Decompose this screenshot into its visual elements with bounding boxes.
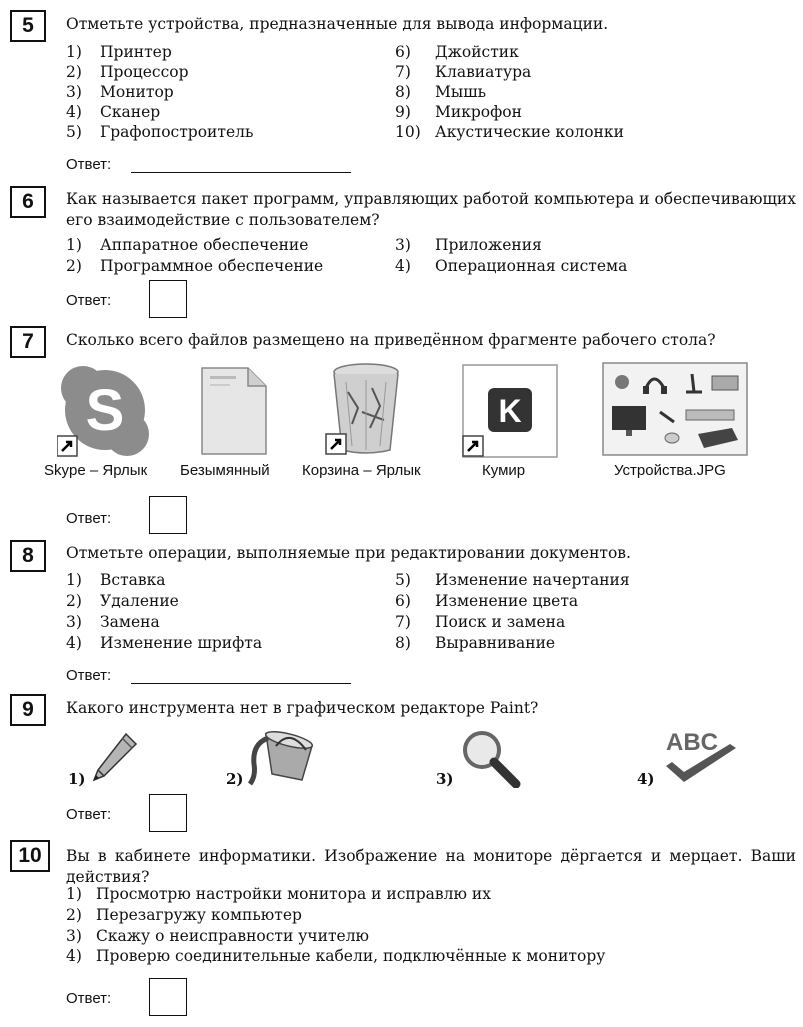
q5-option-8[interactable]: 8) Мышь: [395, 83, 487, 101]
q6-option-1[interactable]: 1) Аппаратное обеспечение: [66, 236, 309, 254]
q10-option-4[interactable]: 4) Проверю соединительные кабели, подключённые к монитору: [66, 947, 606, 965]
file-caption-recycle: Корзина – Ярлык: [302, 462, 421, 479]
q5-option-5[interactable]: 5) Графопостроитель: [66, 123, 254, 141]
svg-text:ABC: ABC: [666, 729, 718, 756]
pencil-icon[interactable]: [90, 730, 140, 786]
file-caption-kumir: Кумир: [482, 462, 526, 479]
q5-option-1[interactable]: 1) Принтер: [66, 43, 172, 61]
q9-label-3: 3): [436, 770, 454, 788]
question-number-9: 9: [10, 694, 46, 726]
skype-shortcut-icon[interactable]: [57, 364, 155, 458]
q7-answer-box[interactable]: [149, 496, 187, 534]
devices-image-icon[interactable]: [602, 362, 748, 456]
q8-option-3[interactable]: 3) Замена: [66, 613, 160, 631]
q5-option-2[interactable]: 2) Процессор: [66, 63, 189, 81]
q10-option-3[interactable]: 3) Скажу о неисправности учителю: [66, 927, 370, 945]
q8-option-6[interactable]: 6) Изменение цвета: [395, 592, 579, 610]
q7-answer-label: Ответ:: [66, 510, 112, 527]
q6-answer-box[interactable]: [149, 280, 187, 318]
q5-option-10[interactable]: 10) Акустические колонки: [395, 123, 624, 141]
q8-option-1[interactable]: 1) Вставка: [66, 571, 166, 589]
question-number-5: 5: [10, 10, 46, 42]
question-number-10: 10: [10, 840, 50, 872]
question-7-text: Сколько всего файлов размещено на приведённом фрагменте рабочего стола?: [66, 331, 716, 349]
q8-option-8[interactable]: 8) Выравнивание: [395, 634, 556, 652]
q10-answer-box[interactable]: [149, 978, 187, 1016]
file-caption-blank: Безымянный: [180, 462, 270, 479]
q9-answer-box[interactable]: [149, 794, 187, 832]
q8-answer-line[interactable]: [131, 683, 351, 684]
q8-option-7[interactable]: 7) Поиск и замена: [395, 613, 566, 631]
q9-label-2: 2): [226, 770, 244, 788]
kumir-shortcut-icon[interactable]: [462, 364, 558, 458]
svg-text:K: K: [498, 393, 522, 429]
q10-answer-label: Ответ:: [66, 990, 112, 1007]
q5-option-6[interactable]: 6) Джойстик: [395, 43, 519, 61]
question-number-7: 7: [10, 326, 46, 358]
file-caption-devices: Устройства.JPG: [614, 462, 726, 479]
spellcheck-icon[interactable]: [660, 726, 742, 788]
question-number-6: 6: [10, 186, 46, 218]
q5-answer-label: Ответ:: [66, 156, 112, 173]
q6-option-4[interactable]: 4) Операционная система: [395, 257, 628, 275]
blank-document-icon[interactable]: [198, 366, 270, 456]
q6-answer-label: Ответ:: [66, 292, 112, 309]
q8-option-5[interactable]: 5) Изменение начертания: [395, 571, 630, 589]
question-5-text: Отметьте устройства, предназначенные для вывода информации.: [66, 15, 609, 33]
paint-bucket-icon[interactable]: [246, 724, 328, 790]
q6-option-2[interactable]: 2) Программное обеспечение: [66, 257, 324, 275]
q9-label-1: 1): [68, 770, 86, 788]
q5-option-9[interactable]: 9) Микрофон: [395, 103, 522, 121]
svg-text:S: S: [85, 378, 125, 443]
question-10-text: Вы в кабинете информатики. Изображение на мониторе дёргается и мерцает. Ваши действия?: [66, 847, 796, 886]
question-number-8: 8: [10, 540, 46, 572]
q9-label-4: 4): [637, 770, 655, 788]
q8-option-2[interactable]: 2) Удаление: [66, 592, 179, 610]
q9-answer-label: Ответ:: [66, 806, 112, 823]
magnifier-icon[interactable]: [458, 728, 522, 788]
file-caption-skype: Skype – Ярлык: [44, 462, 148, 479]
q5-option-4[interactable]: 4) Сканер: [66, 103, 161, 121]
question-9-text: Какого инструмента нет в графическом редакторе Paint?: [66, 699, 539, 717]
q8-option-4[interactable]: 4) Изменение шрифта: [66, 634, 263, 652]
q5-option-7[interactable]: 7) Клавиатура: [395, 63, 532, 81]
q10-option-2[interactable]: 2) Перезагружу компьютер: [66, 906, 302, 924]
question-8-text: Отметьте операции, выполняемые при редактировании документов.: [66, 544, 631, 562]
question-6-text: Как называется пакет программ, управляющих работой компьютера и обеспечивающих его взаимодействие с пользователем?: [66, 190, 796, 229]
q5-option-3[interactable]: 3) Монитор: [66, 83, 174, 101]
q5-answer-line[interactable]: [131, 172, 351, 173]
q6-option-3[interactable]: 3) Приложения: [395, 236, 542, 254]
q8-answer-label: Ответ:: [66, 667, 112, 684]
q10-option-1[interactable]: 1) Просмотрю настройки монитора и исправлю их: [66, 885, 491, 903]
recycle-bin-shortcut-icon[interactable]: [322, 362, 402, 458]
